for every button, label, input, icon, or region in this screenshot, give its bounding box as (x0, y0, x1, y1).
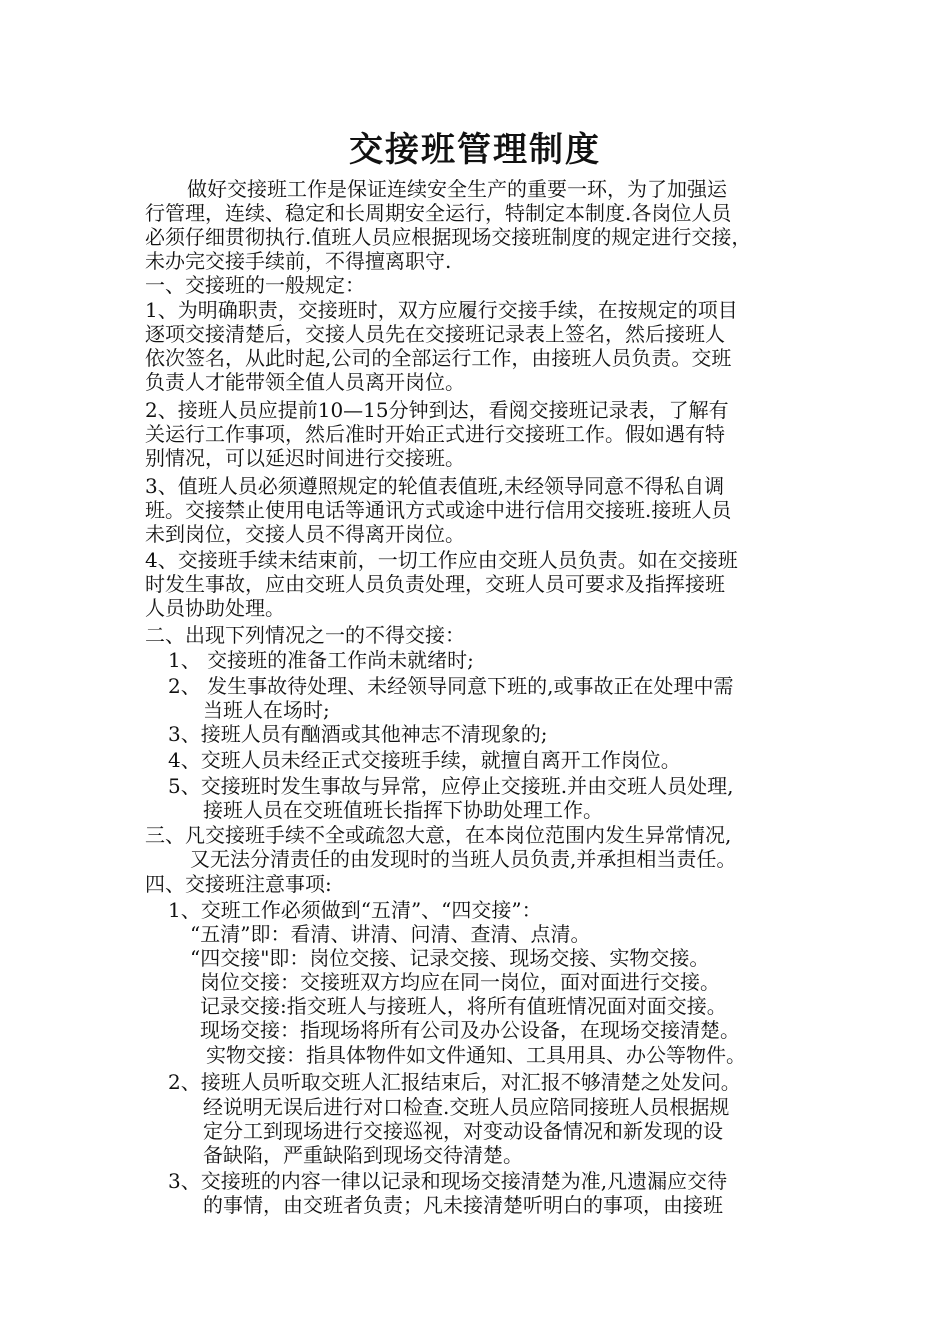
paragraph-line: 逐项交接清楚后，交接人员先在交接班记录表上签名，然后接班人 (145, 322, 725, 346)
paragraph-line: 必须仔细贯彻执行.值班人员应根据现场交接班制度的规定进行交接， (145, 225, 752, 249)
list-item: 2、接班人员听取交班人汇报结束后，对汇报不够清楚之处发问。 (168, 1070, 741, 1094)
paragraph-line: 2、接班人员应提前10—15分钟到达，看阅交接班记录表，了解有 (145, 398, 729, 422)
list-item: 2、 发生事故待处理、未经领导同意下班的,或事故正在处理中需 (168, 674, 734, 698)
paragraph-line: 未办完交接手续前，不得擅离职守. (145, 249, 452, 273)
list-item: 1、 交接班的准备工作尚未就绪时; (168, 648, 474, 672)
list-item-continuation: 经说明无误后进行对口检查.交班人员应陪同接班人员根据规 (203, 1095, 730, 1119)
paragraph-line: 依次签名，从此时起,公司的全部运行工作，由接班人员负责。交班 (145, 346, 732, 370)
list-item: 3、接班人员有酗酒或其他神志不清现象的; (168, 722, 548, 746)
list-item-continuation: 岗位交接：交接班双方均应在同一岗位，面对面进行交接。 (200, 970, 720, 994)
paragraph-line: 班。交接禁止使用电话等通讯方式或途中进行信用交接班.接班人员 (145, 498, 732, 522)
paragraph-line: 1、为明确职责，交接班时，双方应履行交接手续，在按规定的项目 (145, 298, 738, 322)
list-item-continuation: 接班人员在交班值班长指挥下协助处理工作。 (203, 798, 603, 822)
paragraph-line: 未到岗位，交接人员不得离开岗位。 (145, 522, 465, 546)
list-item-continuation: 备缺陷，严重缺陷到现场交待清楚。 (203, 1143, 523, 1167)
section-heading: 四、交接班注意事项: (145, 872, 332, 896)
list-item: 1、交班工作必须做到“五清”、“四交接”： (168, 898, 542, 922)
document-title: 交接班管理制度 (349, 130, 601, 170)
list-item: 5、交接班时发生事故与异常，应停止交接班.并由交班人员处理, (168, 774, 734, 798)
paragraph-line: 别情况，可以延迟时间进行交接班。 (145, 446, 465, 470)
paragraph-line: 人员协助处理。 (145, 596, 285, 620)
list-item-continuation: “四交接"即：岗位交接、记录交接、现场交接、实物交接。 (190, 946, 710, 970)
paragraph-line: 负责人才能带领全值人员离开岗位。 (145, 370, 465, 394)
paragraph-line: 时发生事故，应由交班人员负责处理，交班人员可要求及指挥接班 (145, 572, 725, 596)
list-item: 4、交班人员未经正式交接班手续，就擅自离开工作岗位。 (168, 748, 681, 772)
list-item-continuation: 实物交接：指具体物件如文件通知、工具用具、办公等物件。 (206, 1043, 746, 1067)
list-item-continuation: 记录交接:指交班人与接班人，将所有值班情况面对面交接。 (200, 994, 727, 1018)
paragraph-line: 做好交接班工作是保证连续安全生产的重要一环，为了加强运 (187, 177, 727, 201)
list-item-continuation: 的事情，由交班者负责；凡未接清楚听明白的事项，由接班 (203, 1193, 723, 1217)
list-item: 3、交接班的内容一律以记录和现场交接清楚为准,凡遗漏应交待 (168, 1169, 728, 1193)
paragraph-line: 行管理，连续、稳定和长周期安全运行，特制定本制度.各岗位人员 (145, 201, 732, 225)
list-item-continuation: 当班人在场时; (203, 698, 330, 722)
paragraph-line: 3、值班人员必须遵照规定的轮值表值班,未经领导同意不得私自调 (145, 474, 725, 498)
paragraph-line: 关运行工作事项，然后准时开始正式进行交接班工作。假如遇有特 (145, 422, 725, 446)
list-item-continuation: 现场交接：指现场将所有公司及办公设备，在现场交接清楚。 (200, 1018, 740, 1042)
section-heading: 三、凡交接班手续不全或疏忽大意，在本岗位范围内发生异常情况, (145, 823, 732, 847)
section-heading: 一、交接班的一般规定： (145, 273, 365, 297)
paragraph-line: 又无法分清责任的由发现时的当班人员负责,并承担相当责任。 (190, 847, 737, 871)
section-heading: 二、出现下列情况之一的不得交接： (145, 623, 465, 647)
list-item-continuation: 定分工到现场进行交接巡视，对变动设备情况和新发现的设 (203, 1119, 723, 1143)
list-item-continuation: “五清”即：看清、讲清、问清、查清、点清。 (190, 922, 591, 946)
paragraph-line: 4、交接班手续未结束前，一切工作应由交班人员负责。如在交接班 (145, 548, 738, 572)
